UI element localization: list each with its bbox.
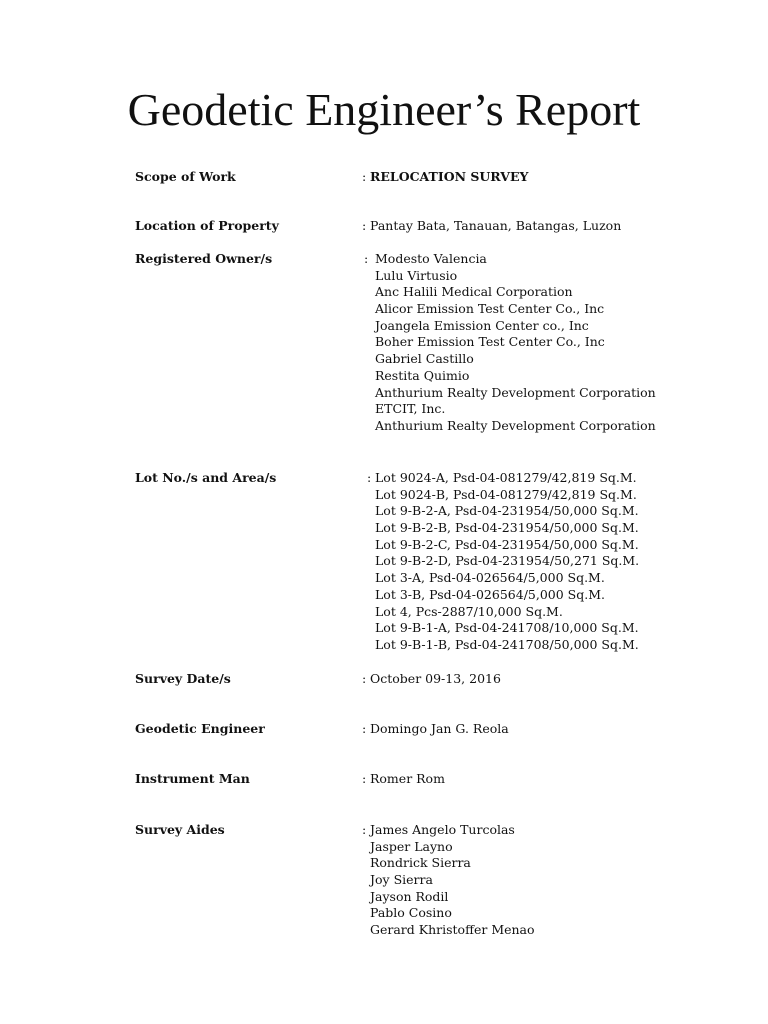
survey-date-label: Survey Date/s xyxy=(135,671,231,686)
owner-item: ETCIT, Inc. xyxy=(375,401,446,417)
colon: : xyxy=(364,251,369,266)
lot-item: Lot 9-B-2-C, Psd-04-231954/50,000 Sq.M. xyxy=(375,536,639,552)
aide-item: Rondrick Sierra xyxy=(370,855,471,871)
aide-item: Joy Sierra xyxy=(370,872,433,888)
owner-item: Gabriel Castillo xyxy=(375,351,474,367)
owners-label: Registered Owner/s xyxy=(135,251,273,266)
lot-item: Lot 9024-A, Psd-04-081279/42,819 Sq.M. xyxy=(375,470,637,485)
aides-label: Survey Aides xyxy=(135,822,225,837)
lot-item: Lot 4, Pcs-2887/10,000 Sq.M. xyxy=(375,603,563,619)
colon: : xyxy=(362,169,367,184)
lot-item: Lot 9-B-2-D, Psd-04-231954/50,271 Sq.M. xyxy=(375,553,640,569)
location-value: Pantay Bata, Tanauan, Batangas, Luzon xyxy=(370,218,622,233)
location-label: Location of Property xyxy=(135,218,279,233)
aide-item: Pablo Cosino xyxy=(370,905,452,921)
lot-item: Lot 3-B, Psd-04-026564/5,000 Sq.M. xyxy=(375,586,605,602)
lot-item: Lot 9-B-2-B, Psd-04-231954/50,000 Sq.M. xyxy=(375,520,639,536)
lot-item: Lot 9-B-1-B, Psd-04-241708/50,000 Sq.M. xyxy=(375,636,639,652)
owner-item: Boher Emission Test Center Co., Inc xyxy=(375,334,605,350)
aide-item: James Angelo Turcolas xyxy=(370,822,515,837)
report-title: Geodetic Engineer’s Report xyxy=(127,84,641,135)
colon: : xyxy=(362,218,367,233)
owner-item: Modesto Valencia xyxy=(375,251,487,266)
owner-item: Anthurium Realty Development Corporation xyxy=(375,384,656,400)
aide-item: Jasper Layno xyxy=(370,838,453,854)
survey-date-value: October 09-13, 2016 xyxy=(370,671,501,686)
owner-item: Joangela Emission Center co., Inc xyxy=(375,317,589,333)
lot-item: Lot 9-B-1-A, Psd-04-241708/10,000 Sq.M. xyxy=(375,620,639,636)
owner-item: Alicor Emission Test Center Co., Inc xyxy=(375,301,605,317)
engineer-value: Domingo Jan G. Reola xyxy=(370,721,509,736)
engineer-label: Geodetic Engineer xyxy=(135,721,265,736)
owner-item: Lulu Virtusio xyxy=(375,267,458,283)
instrument-man-label: Instrument Man xyxy=(135,771,250,786)
lot-item: Lot 3-A, Psd-04-026564/5,000 Sq.M. xyxy=(375,570,605,586)
scope-of-work-label: Scope of Work xyxy=(135,169,236,184)
colon: : xyxy=(362,671,367,686)
aide-item: Jayson Rodil xyxy=(370,888,449,904)
colon: : xyxy=(362,822,367,837)
instrument-man-value: Romer Rom xyxy=(370,771,445,786)
lots-label: Lot No./s and Area/s xyxy=(135,470,277,485)
colon: : xyxy=(362,771,367,786)
colon: : xyxy=(367,470,372,485)
lot-item: Lot 9-B-2-A, Psd-04-231954/50,000 Sq.M. xyxy=(375,503,639,519)
owner-item: Anc Halili Medical Corporation xyxy=(375,284,573,300)
aide-item: Gerard Khristoffer Menao xyxy=(370,922,535,938)
colon: : xyxy=(362,721,367,736)
owner-item: Restita Quimio xyxy=(375,367,470,383)
owner-item: Anthurium Realty Development Corporation xyxy=(375,417,656,433)
scope-of-work-value: RELOCATION SURVEY xyxy=(370,169,529,184)
lot-item: Lot 9024-B, Psd-04-081279/42,819 Sq.M. xyxy=(375,486,637,502)
